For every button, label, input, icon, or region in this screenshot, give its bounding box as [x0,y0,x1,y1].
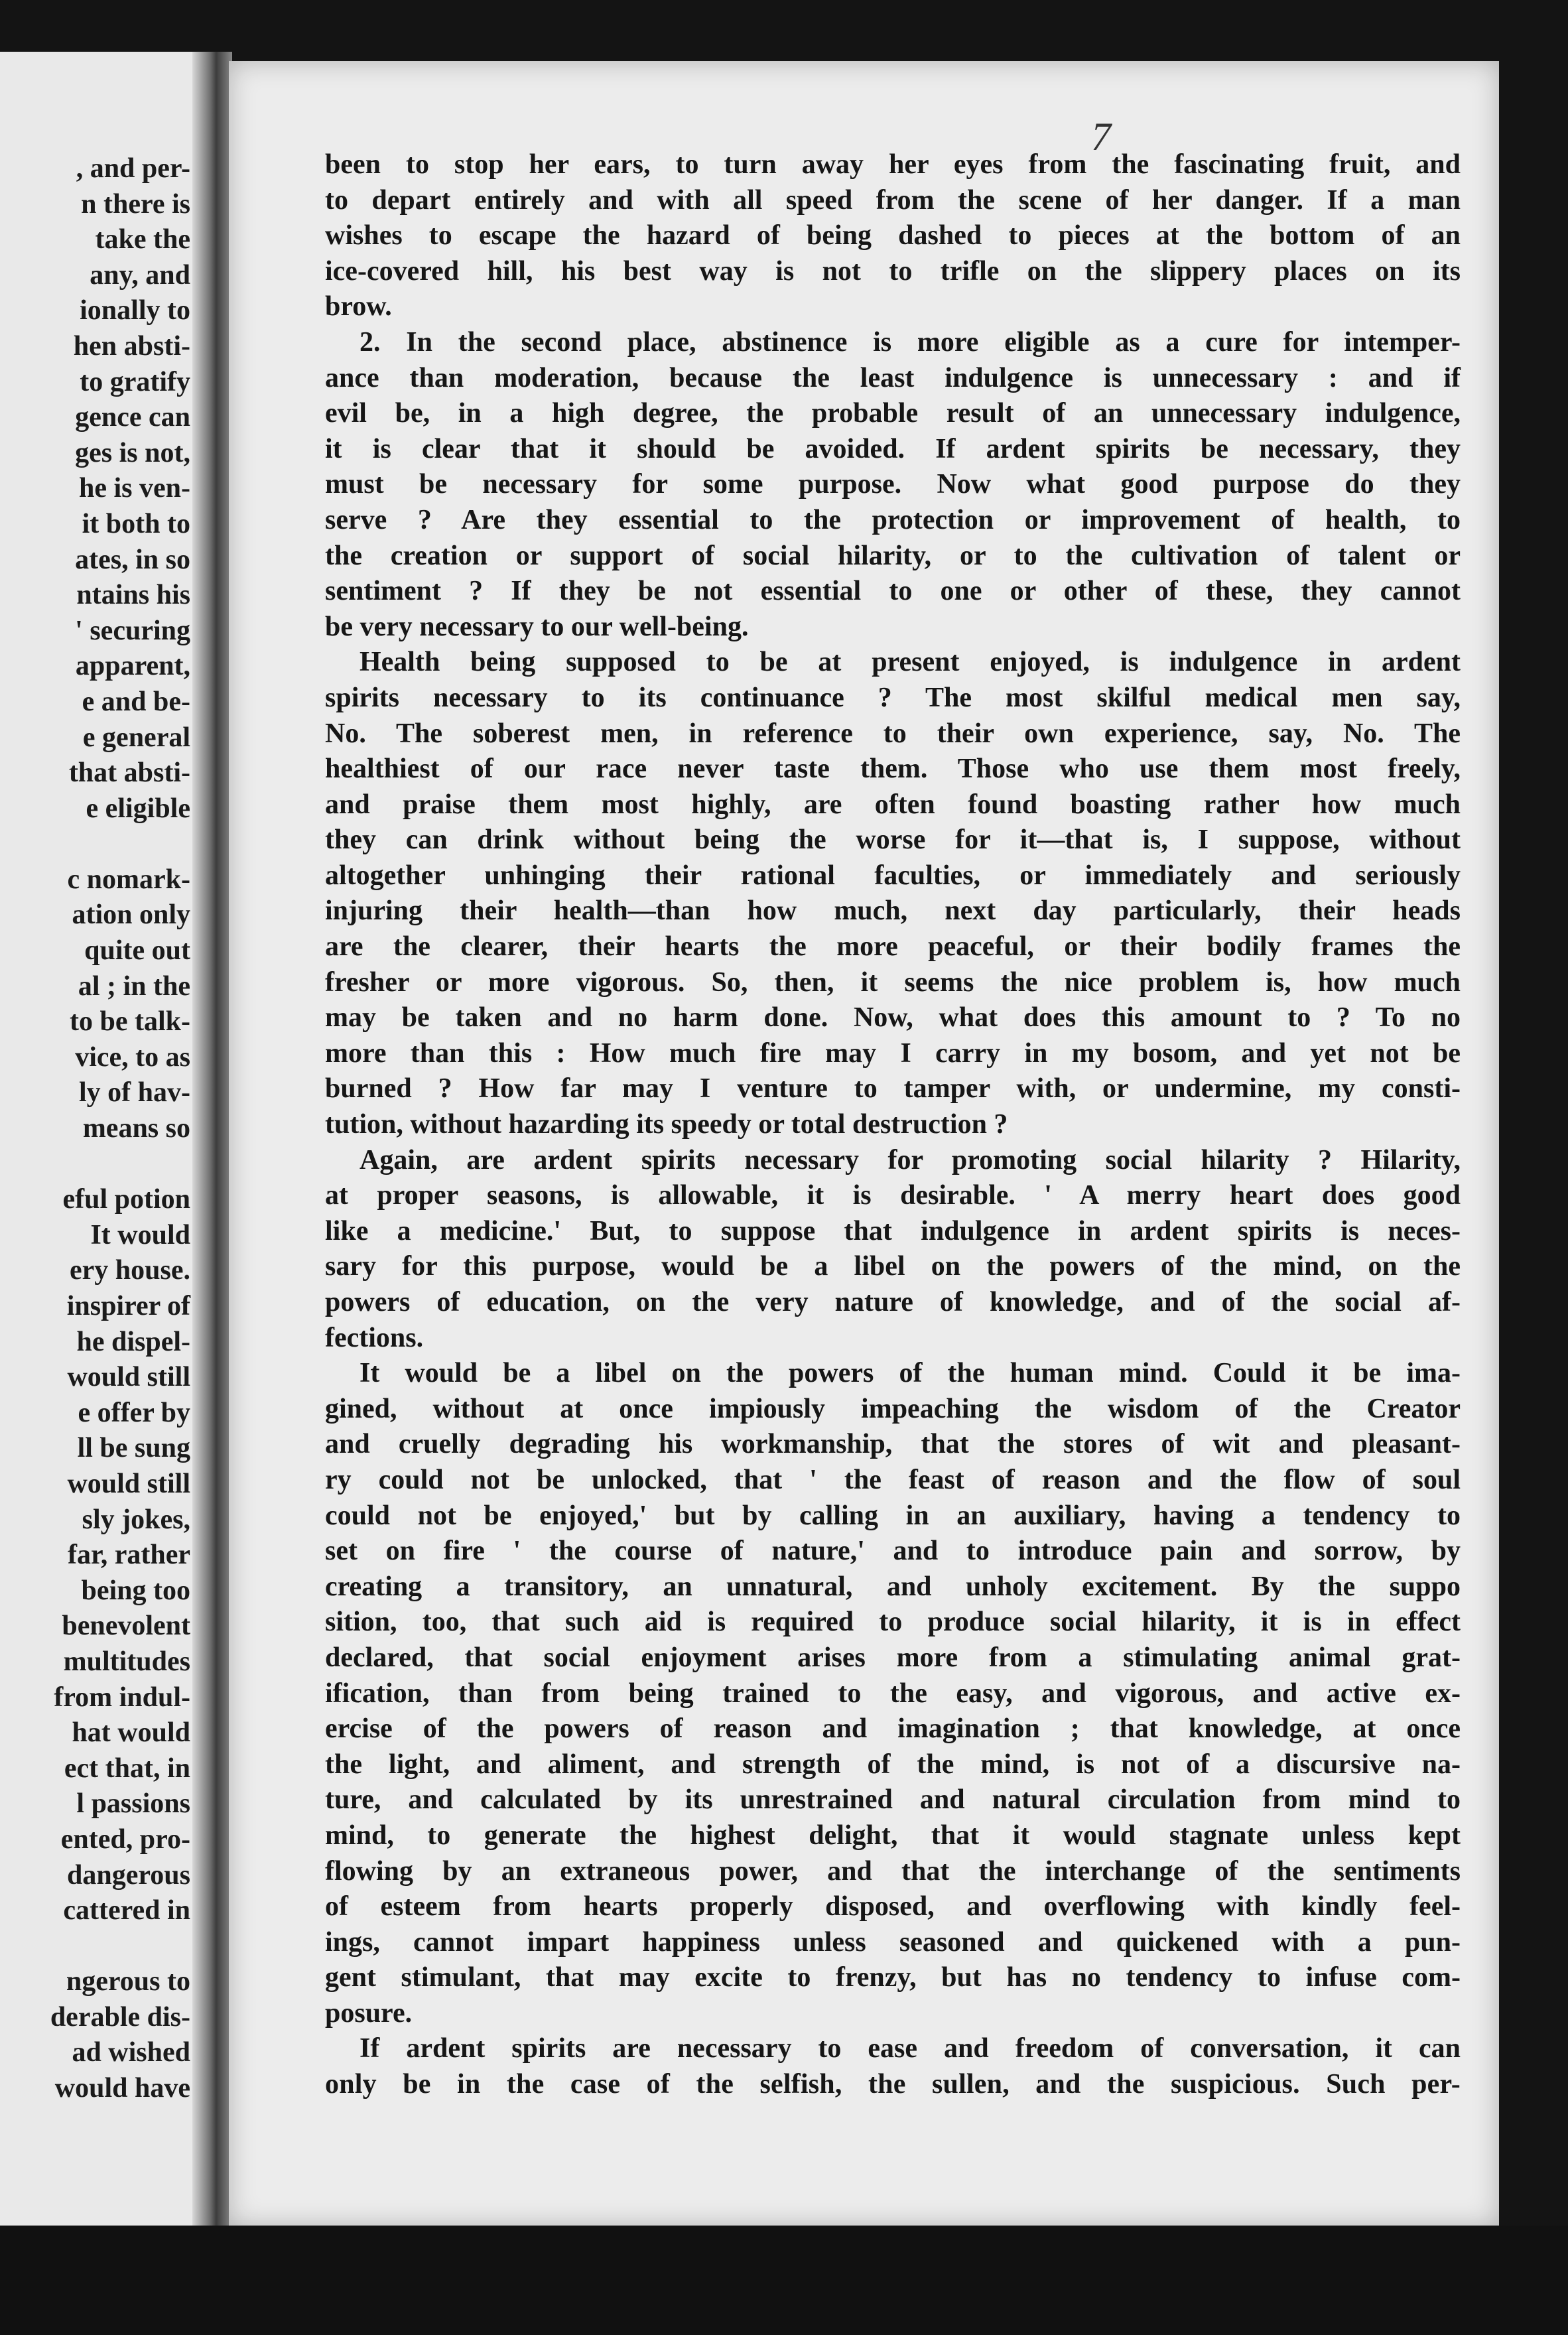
text-line: gent stimulant, that may excite to frenzy, but has no tendency to infuse com- [325,1962,1461,1993]
text-line: been to stop her ears, to turn away her eyes from the fascinating fruit, and [325,149,1461,180]
text-line: to depart entirely and with all speed from the scene of her danger. If a man [325,184,1461,216]
text-line: ice-covered hill, his best way is not to trifle on the slippery places on its [325,255,1461,287]
text-line: may be taken and no harm done. Now, what does this amount to ? To no [325,1002,1461,1034]
left-page-line: ented, pro- [60,1824,190,1855]
left-page-line: benevolent [62,1611,190,1642]
text-line: gined, without at once impiously impeaching the wisdom of the Creator [325,1393,1461,1424]
text-line: 2. In the second place, abstinence is more eligible as a cure for intemper- [359,326,1461,358]
text-line: brow. [325,291,392,322]
text-line: fresher or more vigorous. So, then, it seems the nice problem is, how much [325,967,1461,998]
left-page-line: ll be sung [77,1433,190,1464]
text-line: altogether unhinging their rational faculties, or immediately and seriously [325,860,1461,891]
text-line: wishes to escape the hazard of being dashed to pieces at the bottom of an [325,220,1461,251]
text-line: spirits necessary to its continuance ? The most skilful medical men say, [325,682,1461,713]
text-line: and praise them most highly, are often found boasting rather how much [325,789,1461,820]
book-gutter [192,52,232,2228]
left-page-line [50,1929,190,1965]
text-line: ture, and calculated by its unrestrained and natural circulation from mind to [325,1784,1461,1816]
text-line: the creation or support of social hilarity, or to the cultivation of talent or [325,540,1461,571]
left-page-line: would still [67,1468,190,1499]
left-page-line: take the [95,224,190,255]
left-page-line: ect that, in [64,1753,190,1784]
text-line: ification, than from being trained to the easy, and vigorous, and active ex- [325,1678,1461,1709]
text-line: be very necessary to our well-being. [325,611,749,642]
text-line: of esteem from hearts properly disposed, and overflowing with kindly feel- [325,1891,1461,1922]
text-line: No. The soberest men, in reference to their own experience, say, No. The [325,718,1461,749]
left-page-line: al ; in the [78,970,190,1002]
text-line: injuring their health—than how much, next day particularly, their heads [325,896,1461,927]
left-page-line: e offer by [78,1397,190,1428]
left-page-line: ngerous to [66,1966,190,1997]
left-page-line: e and be- [82,686,190,717]
left-page-line: far, rather [67,1540,190,1571]
left-page-line [50,1147,190,1183]
bottom-margin [0,2226,1568,2335]
left-page-line: ly of hav- [79,1077,190,1108]
left-page-line: inspirer of [66,1291,190,1321]
left-page-line: he dispel- [76,1326,190,1357]
text-line: tution, without hazarding its speedy or total destruction ? [325,1109,1008,1140]
text-line: like a medicine.' But, to suppose that indulgence in ardent spirits is neces- [325,1215,1461,1246]
left-page-line: being too [81,1575,190,1606]
text-line: posure. [325,1997,413,2029]
text-line: sary for this purpose, would be a libel on the powers of the mind, on the [325,1251,1461,1282]
left-page-line: to be talk- [70,1006,190,1037]
left-page-line: dangerous [67,1859,190,1891]
left-page-line: n there is [81,188,190,220]
left-page-line: ad wished [72,2037,190,2068]
text-line: Health being supposed to be at present enjoyed, is indulgence in ardent [359,647,1461,678]
text-line: it is clear that it should be avoided. If ardent spirits be necessary, they [325,433,1461,464]
text-line: flowing by an extraneous power, and that the interchange of the sentiments [325,1855,1461,1887]
text-line: could not be enjoyed,' but by calling in an auxiliary, having a tendency to [325,1500,1461,1531]
left-page-line: cattered in [63,1895,190,1926]
left-page-line: gence can [75,402,190,433]
text-line: powers of education, on the very nature of knowledge, and of the social af- [325,1287,1461,1317]
text-line: set on fire ' the course of nature,' and to introduce pain and sorrow, by [325,1536,1461,1567]
text-line: healthiest of our race never taste them. Those who use them most freely, [325,754,1461,785]
left-page-line: hen absti- [73,330,190,362]
left-page-line: multitudes [63,1646,190,1677]
left-page-line: e general [82,722,190,753]
text-line: ercise of the powers of reason and imagination ; that knowledge, at once [325,1713,1461,1745]
left-page-line: ery house. [70,1255,190,1286]
left-page-text [50,151,190,2107]
text-line: are the clearer, their hearts the more peaceful, or their bodily frames the [325,931,1461,963]
text-line: sition, too, that such aid is required to produce social hilarity, it is in effect [325,1607,1461,1638]
left-page-line: ionally to [80,295,190,326]
text-line: creating a transitory, an unnatural, and unholy excitement. By the suppo [325,1571,1461,1602]
left-page-line [50,827,190,862]
text-line: ry could not be unlocked, that ' the feast of reason and the flow of soul [325,1464,1461,1495]
text-line: more than this : How much fire may I carry in my bosom, and yet not be [325,1037,1461,1069]
left-page-line: from indul- [54,1682,190,1713]
left-page-line: hat would [72,1717,190,1749]
left-page-line: to gratify [80,366,190,397]
left-page-line: that absti- [68,758,190,789]
left-page-line: , and per- [76,153,190,184]
left-page-line: would have [54,2073,190,2104]
text-line: at proper seasons, is allowable, it is desirable. ' A merry heart does good [325,1180,1461,1211]
left-page-line: ation only [72,900,190,931]
left-page-line: sly jokes, [82,1504,190,1535]
text-line: sentiment ? If they be not essential to one or other of these, they cannot [325,576,1461,607]
text-line: fections. [325,1322,424,1353]
text-line: declared, that social enjoyment arises more from a stimulating animal grat- [325,1642,1461,1673]
left-page-line: quite out [84,935,190,967]
body-text [325,147,1461,2103]
left-page-line: l passions [76,1788,190,1820]
left-page-line: ates, in so [75,544,190,575]
text-line: ance than moderation, because the least indulgence is unnecessary : and if [325,362,1461,393]
text-line: mind, to generate the highest delight, that it would stagnate unless kept [325,1820,1461,1851]
left-page-line: it both to [82,508,190,539]
text-line: and cruelly degrading his workmanship, that the stores of wit and pleasant- [325,1429,1461,1460]
left-page-line: derable dis- [50,2001,190,2033]
text-line: serve ? Are they essential to the protection or improvement of health, to [325,504,1461,535]
text-line: Again, are ardent spirits necessary for promoting social hilarity ? Hilarity, [359,1144,1461,1175]
text-line: burned ? How far may I venture to tamper with, or undermine, my consti- [325,1073,1461,1104]
text-line: ings, cannot impart happiness unless seasoned and quickened with a pun- [325,1926,1461,1958]
left-page-line: eful potion [62,1184,190,1215]
text-line: must be necessary for some purpose. Now what good purpose do they [325,469,1461,500]
left-page-line: he is ven- [79,473,190,504]
text-line: It would be a libel on the powers of the human mind. Could it be ima- [359,1358,1461,1389]
left-page-line: means so [82,1113,190,1144]
left-facing-page [0,52,222,2228]
text-line: the light, and aliment, and strength of the mind, is not of a discursive na- [325,1749,1461,1780]
left-page-line: ges is not, [75,437,190,468]
left-page-line: ' securing [75,615,190,646]
text-line: If ardent spirits are necessary to ease and freedom of conversation, it can [359,2033,1461,2064]
left-page-line: It would [90,1219,190,1250]
left-page-line: any, and [90,259,190,291]
text-line: they can drink without being the worse for it—that is, I suppose, without [325,825,1461,856]
left-page-line: would still [67,1362,190,1393]
left-page-line: e eligible [86,793,190,824]
left-page-line: vice, to as [75,1041,190,1073]
text-line: only be in the case of the selfish, the sullen, and the suspicious. Such per- [325,2069,1461,2100]
left-page-line: ntains his [76,580,190,611]
text-line: evil be, in a high degree, the probable result of an unnecessary indulgence, [325,398,1461,429]
left-page-line: c nomark- [67,864,190,895]
left-page-line: apparent, [75,651,190,682]
page-number: 7 [1091,115,1111,159]
